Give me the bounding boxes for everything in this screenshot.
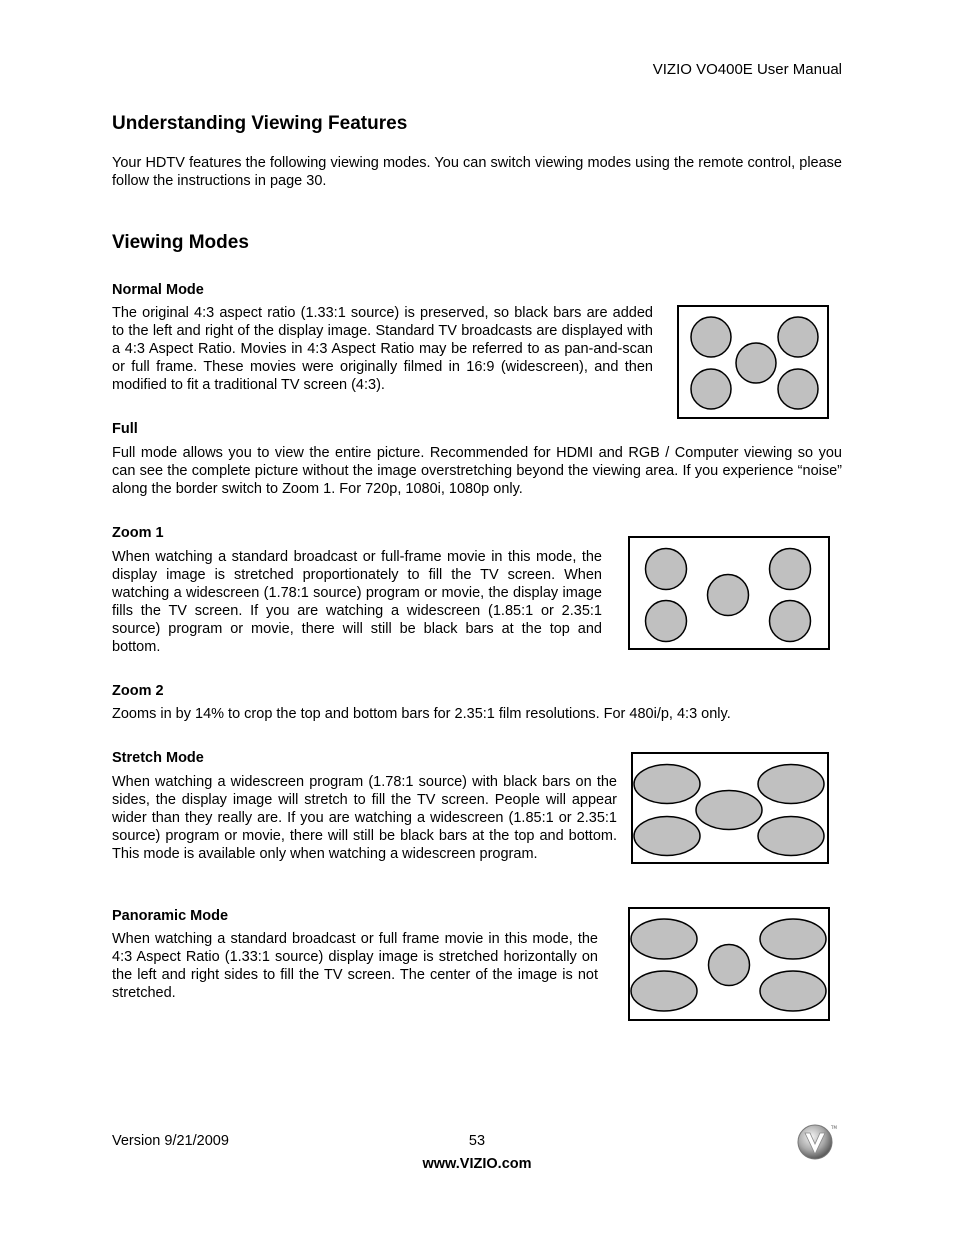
zoom1-title: Zoom 1 xyxy=(112,525,164,541)
normal-mode-illustration xyxy=(677,305,831,422)
normal-mode-body: The original 4:3 aspect ratio (1.33:1 source) is preserved, so black bars are added to the left and right of the display image. Standard TV broadcasts are displayed with a 4:3 Aspect Ratio. Movies in 4:3 Aspect Ratio may be referred to as pan-and-scan or full frame. These movies were originally filmed in 16:9 (widescreen), and then modified to fit a traditional TV screen (4:3). xyxy=(112,305,653,393)
panoramic-mode-illustration xyxy=(628,907,832,1023)
footer-page-number: 53 xyxy=(468,1133,486,1149)
zoom2-title: Zoom 2 xyxy=(112,683,164,699)
zoom1-body: When watching a standard broadcast or full-frame movie in this mode, the display image is stretched proportionately to fill the TV screen. When watching a widescreen (1.78:1 source) program or movie, the display image fills the TV screen. If you are watching a widescreen (1.85:1 or 2.35:1 source) program or movie, there will still be black bars at the top and bottom. xyxy=(112,549,602,655)
full-mode-body: Full mode allows you to view the entire picture. Recommended for HDMI and RGB / Computer viewing so you can see the complete picture without the image overstretching beyond the viewing area. If you experience “noise” along the border switch to Zoom 1. For 720p, 1080i, 1080p only. xyxy=(112,445,842,497)
normal-mode-title: Normal Mode xyxy=(112,282,204,298)
svg-text:TM: TM xyxy=(831,1125,837,1130)
section-title-viewing-modes: Viewing Modes xyxy=(112,232,249,253)
panoramic-mode-title: Panoramic Mode xyxy=(112,908,229,924)
zoom2-body: Zooms in by 14% to crop the top and bottom bars for 2.35:1 film resolutions. For 480i/p, 4:3 only. xyxy=(112,706,731,722)
footer-website: www.VIZIO.com xyxy=(422,1156,532,1172)
stretch-mode-title: Stretch Mode xyxy=(112,750,204,766)
manual-title: VIZIO VO400E User Manual xyxy=(652,61,842,78)
section-title-understanding: Understanding Viewing Features xyxy=(112,113,408,134)
vizio-logo-icon xyxy=(795,1121,837,1168)
full-mode-title: Full xyxy=(112,421,138,437)
zoom1-illustration xyxy=(628,536,832,652)
understanding-body: Your HDTV features the following viewing modes. You can switch viewing modes using the remote control, please follow the instructions in page 30. xyxy=(112,155,842,189)
footer-version: Version 9/21/2009 xyxy=(112,1133,229,1149)
stretch-mode-body: When watching a widescreen program (1.78:1 source) with black bars on the sides, the display image will stretch to fill the TV screen. People will appear wider than they really are. If you are watching a widescreen (1.85:1 or 2.35:1 source) program or movie, there will still be black bars at the top and bottom. This mode is available only when watching a widescreen program. xyxy=(112,774,617,862)
panoramic-mode-body: When watching a standard broadcast or full frame movie in this mode, the 4:3 Aspect Ratio (1.33:1 source) display image is stretched horizontally on the left and right sides to fill the TV screen. The center of the image is not stretched. xyxy=(112,931,598,1001)
stretch-mode-illustration xyxy=(631,752,831,866)
